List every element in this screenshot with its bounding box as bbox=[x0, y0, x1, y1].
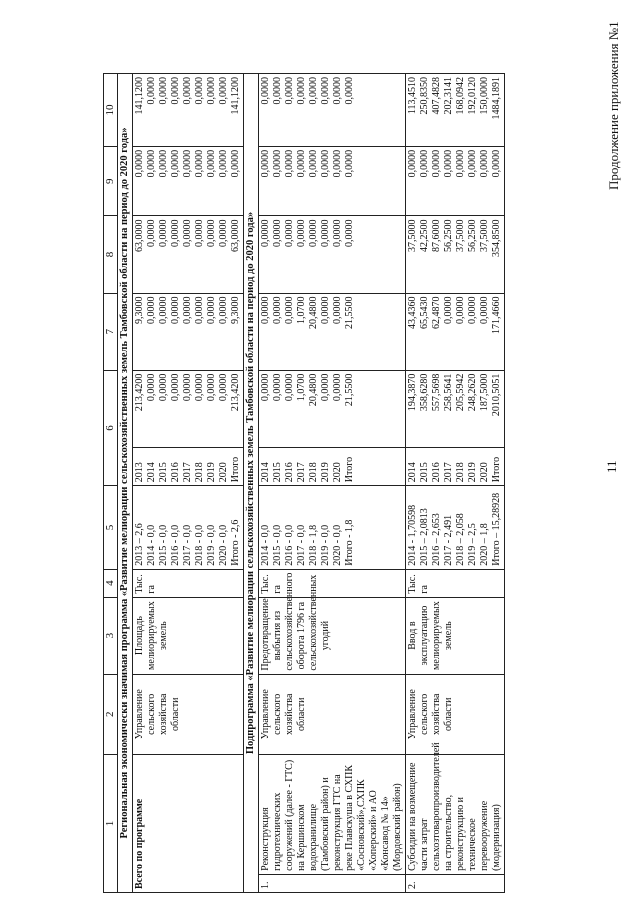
cell-line: 0,0000 bbox=[170, 373, 181, 402]
cell-line: 407,4828 bbox=[431, 77, 442, 115]
column-number: 2 bbox=[104, 674, 118, 754]
row-col9 bbox=[406, 216, 505, 293]
cell-line: 0,0000 bbox=[320, 296, 331, 325]
cell-line: 0,0000 bbox=[260, 77, 271, 105]
cell-line: 2016 - 0,0 bbox=[170, 524, 181, 566]
total-col11 bbox=[133, 74, 244, 147]
cell-line: 2020 - 0,0 bbox=[332, 524, 343, 566]
cell-line: 0,0000 bbox=[467, 149, 478, 178]
cell-line: Итого bbox=[344, 456, 355, 483]
cell-line: 0,0000 bbox=[296, 149, 307, 178]
cell-line: 2019 - 0,0 bbox=[206, 524, 217, 566]
row-number: 1. bbox=[259, 874, 406, 892]
row-col11 bbox=[259, 74, 406, 147]
cell-line: 20,4800 bbox=[308, 373, 319, 407]
column-number: 1 bbox=[104, 754, 118, 892]
cell-line: 63,0000 bbox=[134, 219, 145, 252]
cell-line: 0,0000 bbox=[170, 77, 181, 105]
row-values-by-year bbox=[259, 486, 406, 570]
cell-line: 248,2620 bbox=[467, 373, 478, 412]
cell-line: 0,0000 bbox=[272, 149, 283, 178]
cell-line: 1,0700 bbox=[296, 373, 307, 402]
cell-line: 0,0000 bbox=[146, 219, 157, 247]
row-years bbox=[259, 447, 406, 486]
cell-line: 205,5942 bbox=[455, 373, 466, 412]
cell-line: 0,0000 bbox=[419, 149, 430, 178]
cell-line: 2013 bbox=[134, 462, 145, 483]
column-number: 8 bbox=[104, 216, 118, 293]
row-col8 bbox=[406, 293, 505, 370]
column-number: 10 bbox=[104, 74, 118, 147]
cell-line: 21,5500 bbox=[344, 373, 355, 407]
cell-line: 2019 bbox=[467, 462, 478, 483]
row-indicator: Предотвращение выбытия из сельскохозяйственного оборота 1796 га сельскохозяйственных угодий bbox=[259, 597, 406, 674]
cell-line: 2018 - 1,8 bbox=[308, 524, 319, 566]
row-values-by-year bbox=[406, 486, 505, 570]
cell-line: 150,0000 bbox=[479, 77, 490, 115]
cell-line: 0,0000 bbox=[194, 219, 205, 247]
cell-line: 0,0000 bbox=[194, 149, 205, 178]
cell-line: 2020 bbox=[218, 462, 229, 483]
row-number: 2. bbox=[406, 874, 505, 892]
row-name: Реконструкция гидротехнических сооружений (далее - ГТС) на Кершинском водохранилище (Тамбовский район) и реконструкция ГТС на реке Плавскуша в СХПК «Сосновский»,СХПК «Хоперский» и АО «Консавод № 14» (Мордовский район) bbox=[259, 754, 406, 874]
row-col10 bbox=[259, 146, 406, 216]
cell-line: 0,0000 bbox=[182, 296, 193, 325]
cell-line: 213,4200 bbox=[134, 373, 145, 412]
cell-line: Итого bbox=[491, 456, 502, 483]
cell-line: 2014 - 0,0 bbox=[146, 524, 157, 566]
cell-line: 0,0000 bbox=[206, 149, 217, 178]
cell-line: 2015 – 2,0813 bbox=[419, 508, 430, 566]
cell-line: 0,0000 bbox=[332, 219, 343, 247]
cell-line: 2017 - 0,0 bbox=[296, 524, 307, 566]
cell-line: 0,0000 bbox=[194, 373, 205, 402]
continuation-title: Продолжение приложения №1 bbox=[606, 21, 621, 190]
cell-line: 0,0000 bbox=[146, 296, 157, 325]
cell-line: 0,0000 bbox=[206, 296, 217, 325]
cell-line: 0,0000 bbox=[182, 149, 193, 178]
cell-line: 0,0000 bbox=[260, 373, 271, 402]
cell-line: 63,0000 bbox=[230, 219, 241, 252]
cell-line: 2018 bbox=[455, 462, 466, 483]
cell-line: 0,0000 bbox=[158, 296, 169, 325]
column-number: 3 bbox=[104, 597, 118, 674]
cell-line: 0,0000 bbox=[194, 296, 205, 325]
cell-line: 0,0000 bbox=[230, 149, 241, 178]
cell-line: 0,0000 bbox=[308, 219, 319, 247]
cell-line: 0,0000 bbox=[182, 77, 193, 105]
cell-line: 0,0000 bbox=[218, 149, 229, 178]
cell-line: 1,0700 bbox=[296, 296, 307, 325]
cell-line: 0,0000 bbox=[218, 77, 229, 105]
row-col11 bbox=[406, 74, 505, 147]
cell-line: 0,0000 bbox=[134, 149, 145, 178]
cell-line: 0,0000 bbox=[320, 373, 331, 402]
column-number: 9 bbox=[104, 146, 118, 216]
cell-line: 0,0000 bbox=[260, 149, 271, 178]
subprogram-row bbox=[244, 74, 259, 893]
cell-line: 2016 – 2,653 bbox=[431, 513, 442, 566]
cell-line: 2020 bbox=[332, 462, 343, 483]
cell-line: 65,5430 bbox=[419, 296, 430, 330]
cell-line: 2019 - 0,0 bbox=[320, 524, 331, 566]
column-number: 7 bbox=[104, 293, 118, 370]
total-unit: Тыс. га bbox=[133, 569, 244, 597]
cell-line: 0,0000 bbox=[284, 77, 295, 105]
total-indicator: Площадь мелиорируемых земель bbox=[133, 597, 244, 674]
cell-line: 2017 bbox=[182, 462, 193, 483]
cell-line: 2018 bbox=[194, 462, 205, 483]
cell-line: 0,0000 bbox=[320, 219, 331, 247]
cell-line: 42,2500 bbox=[419, 219, 430, 252]
cell-line: 20,4800 bbox=[308, 296, 319, 330]
cell-line: 0,0000 bbox=[146, 149, 157, 178]
cell-line: 358,6280 bbox=[419, 373, 430, 412]
cell-line: 0,0000 bbox=[479, 149, 490, 178]
cell-line: 0,0000 bbox=[407, 149, 418, 178]
cell-line: 1484,1891 bbox=[491, 77, 502, 120]
cell-line: 37,5000 bbox=[479, 219, 490, 252]
cell-line: 0,0000 bbox=[284, 149, 295, 178]
cell-line: 2016 bbox=[431, 462, 442, 483]
cell-line: 0,0000 bbox=[170, 296, 181, 325]
table-row bbox=[406, 74, 505, 893]
row-name: Субсидии на возмещение части затрат сельхозтоваропроизводителей на строительство, реконструкцию и техническое перевооружение (модернизация) bbox=[406, 754, 505, 874]
cell-line: 0,0000 bbox=[344, 77, 355, 105]
cell-line: 0,0000 bbox=[260, 219, 271, 247]
cell-line: 141,1200 bbox=[230, 77, 241, 115]
cell-line: 21,5500 bbox=[344, 296, 355, 330]
cell-line: 9,3000 bbox=[230, 296, 241, 325]
cell-line: 0,0000 bbox=[455, 296, 466, 325]
cell-line: 250,8350 bbox=[419, 77, 430, 115]
cell-line: 2014 - 0,0 bbox=[260, 524, 271, 566]
cell-line: 2017 bbox=[296, 462, 307, 483]
cell-line: 43,4360 bbox=[407, 296, 418, 330]
total-label: Всего по программе bbox=[133, 754, 244, 892]
cell-line: 37,5000 bbox=[407, 219, 418, 252]
cell-line: 192,0120 bbox=[467, 77, 478, 115]
row-indicator: Ввод в эксплуатацию мелиорируемых земель bbox=[406, 597, 505, 674]
cell-line: 0,0000 bbox=[344, 149, 355, 178]
cell-line: 2018 – 2,058 bbox=[455, 513, 466, 566]
cell-line: 2016 - 0,0 bbox=[284, 524, 295, 566]
cell-line: 0,0000 bbox=[206, 77, 217, 105]
cell-line: 0,0000 bbox=[443, 149, 454, 178]
cell-line: 2017 - 2,491 bbox=[443, 514, 454, 566]
cell-line: 2020 bbox=[479, 462, 490, 483]
cell-line: 202,3141 bbox=[443, 77, 454, 115]
total-col9 bbox=[133, 216, 244, 293]
cell-line: 2020 - 0,0 bbox=[218, 524, 229, 566]
cell-line: 0,0000 bbox=[284, 219, 295, 247]
cell-line: 2014 bbox=[260, 462, 271, 483]
total-years bbox=[133, 447, 244, 486]
cell-line: 2013 – 2,6 bbox=[134, 523, 145, 566]
total-col10 bbox=[133, 146, 244, 216]
cell-line: 258,5641 bbox=[443, 373, 454, 412]
cell-line: Итого - 1,8 bbox=[344, 519, 355, 566]
cell-line: 0,0000 bbox=[491, 149, 502, 178]
cell-line: 2015 bbox=[419, 462, 430, 483]
column-number: 5 bbox=[104, 486, 118, 570]
cell-line: 0,0000 bbox=[332, 77, 343, 105]
cell-line: 62,4870 bbox=[431, 296, 442, 330]
cell-line: 2017 - 0,0 bbox=[182, 524, 193, 566]
cell-line: 0,0000 bbox=[332, 373, 343, 402]
regional-program-row bbox=[118, 74, 133, 893]
cell-line: 2018 bbox=[308, 462, 319, 483]
cell-line: 0,0000 bbox=[158, 219, 169, 247]
cell-line: 0,0000 bbox=[320, 77, 331, 105]
subprogram-title: Подпрограмма «Развитие мелиорации сельскохозяйственных земель Тамбовской области на период до 2020 года» bbox=[244, 74, 259, 893]
cell-line: 0,0000 bbox=[308, 77, 319, 105]
cell-line: 2015 - 0,0 bbox=[158, 524, 169, 566]
cell-line: 0,0000 bbox=[170, 219, 181, 247]
cell-line: 0,0000 bbox=[272, 373, 283, 402]
cell-line: 0,0000 bbox=[272, 296, 283, 325]
cell-line: 187,5000 bbox=[479, 373, 490, 412]
cell-line: 0,0000 bbox=[170, 149, 181, 178]
column-numbers-row bbox=[104, 74, 118, 893]
cell-line: 0,0000 bbox=[260, 296, 271, 325]
cell-line: 0,0000 bbox=[146, 77, 157, 105]
column-number: 4 bbox=[104, 569, 118, 597]
cell-line: 2017 bbox=[443, 462, 454, 483]
cell-line: 0,0000 bbox=[158, 77, 169, 105]
cell-line: 2019 bbox=[206, 462, 217, 483]
total-col7 bbox=[133, 370, 244, 447]
cell-line: 2016 bbox=[170, 462, 181, 483]
row-unit: Тыс. га bbox=[259, 569, 406, 597]
cell-line: 0,0000 bbox=[479, 296, 490, 325]
cell-line: 0,0000 bbox=[296, 77, 307, 105]
page-number: 11 bbox=[604, 460, 619, 473]
cell-line: 0,0000 bbox=[455, 149, 466, 178]
cell-line: Итого - 2,6 bbox=[230, 519, 241, 566]
cell-line: 0,0000 bbox=[206, 373, 217, 402]
cell-line: 87,6000 bbox=[431, 219, 442, 252]
cell-line: 0,0000 bbox=[182, 373, 193, 402]
cell-line: 0,0000 bbox=[218, 219, 229, 247]
cell-line: 0,0000 bbox=[272, 219, 283, 247]
cell-line: 113,4510 bbox=[407, 77, 418, 115]
total-row bbox=[133, 74, 244, 893]
cell-line: 354,8500 bbox=[491, 219, 502, 257]
cell-line: 0,0000 bbox=[158, 373, 169, 402]
cell-line: 0,0000 bbox=[194, 77, 205, 105]
row-col9 bbox=[259, 216, 406, 293]
cell-line: 168,0942 bbox=[455, 77, 466, 115]
column-number: 6 bbox=[104, 370, 118, 486]
cell-line: 0,0000 bbox=[332, 149, 343, 178]
cell-line: 0,0000 bbox=[308, 149, 319, 178]
row-executor: Управление сельского хозяйства области bbox=[259, 674, 406, 754]
cell-line: 0,0000 bbox=[218, 373, 229, 402]
regional-program-title: Региональная экономически значимая программа «Развитие мелиорации сельскохозяйственных земель Тамбовской области на период до 2020 года» bbox=[118, 74, 133, 893]
total-col8 bbox=[133, 293, 244, 370]
cell-line: 0,0000 bbox=[467, 296, 478, 325]
row-years bbox=[406, 447, 505, 486]
cell-line: 0,0000 bbox=[206, 219, 217, 247]
cell-line: 0,0000 bbox=[218, 296, 229, 325]
row-executor: Управление сельского хозяйства области bbox=[406, 674, 505, 754]
cell-line: 213,4200 bbox=[230, 373, 241, 412]
cell-line: 0,0000 bbox=[158, 149, 169, 178]
program-table bbox=[103, 73, 505, 893]
cell-line: 141,1200 bbox=[134, 77, 145, 115]
total-values-by-year bbox=[133, 486, 244, 570]
cell-line: 0,0000 bbox=[332, 296, 343, 325]
cell-line: 2016 bbox=[284, 462, 295, 483]
cell-line: 0,0000 bbox=[431, 149, 442, 178]
row-col10 bbox=[406, 146, 505, 216]
cell-line: Итого – 15,28928 bbox=[491, 492, 502, 566]
cell-line: Итого bbox=[230, 456, 241, 483]
cell-line: 0,0000 bbox=[182, 219, 193, 247]
cell-line: 0,0000 bbox=[344, 219, 355, 247]
cell-line: 56,2500 bbox=[467, 219, 478, 252]
cell-line: 2015 bbox=[272, 462, 283, 483]
row-unit: Тыс. га bbox=[406, 569, 505, 597]
cell-line: 2019 bbox=[320, 462, 331, 483]
row-col7 bbox=[259, 370, 406, 447]
cell-line: 37,5000 bbox=[455, 219, 466, 252]
cell-line: 0,0000 bbox=[296, 219, 307, 247]
cell-line: 2014 bbox=[146, 462, 157, 483]
cell-line: 0,0000 bbox=[443, 296, 454, 325]
total-executor: Управление сельского хозяйства области bbox=[133, 674, 244, 754]
cell-line: 9,3000 bbox=[134, 296, 145, 325]
cell-line: 171,4660 bbox=[491, 296, 502, 335]
cell-line: 2018 - 0,0 bbox=[194, 524, 205, 566]
cell-line: 0,0000 bbox=[284, 296, 295, 325]
cell-line: 2015 bbox=[158, 462, 169, 483]
cell-line: 2015 - 0,0 bbox=[272, 524, 283, 566]
cell-line: 2019 – 2,5 bbox=[467, 523, 478, 566]
cell-line: 0,0000 bbox=[272, 77, 283, 105]
cell-line: 2020 – 1,8 bbox=[479, 523, 490, 566]
cell-line: 56,2500 bbox=[443, 219, 454, 252]
row-col7 bbox=[406, 370, 505, 447]
cell-line: 0,0000 bbox=[284, 373, 295, 402]
cell-line: 0,0000 bbox=[320, 149, 331, 178]
cell-line: 0,0000 bbox=[146, 373, 157, 402]
cell-line: 194,3870 bbox=[407, 373, 418, 412]
row-col8 bbox=[259, 293, 406, 370]
cell-line: 2014 - 1,70598 bbox=[407, 504, 418, 566]
table-row bbox=[259, 74, 406, 893]
cell-line: 2014 bbox=[407, 462, 418, 483]
cell-line: 2010,5051 bbox=[491, 373, 502, 417]
cell-line: 557,5698 bbox=[431, 373, 442, 412]
